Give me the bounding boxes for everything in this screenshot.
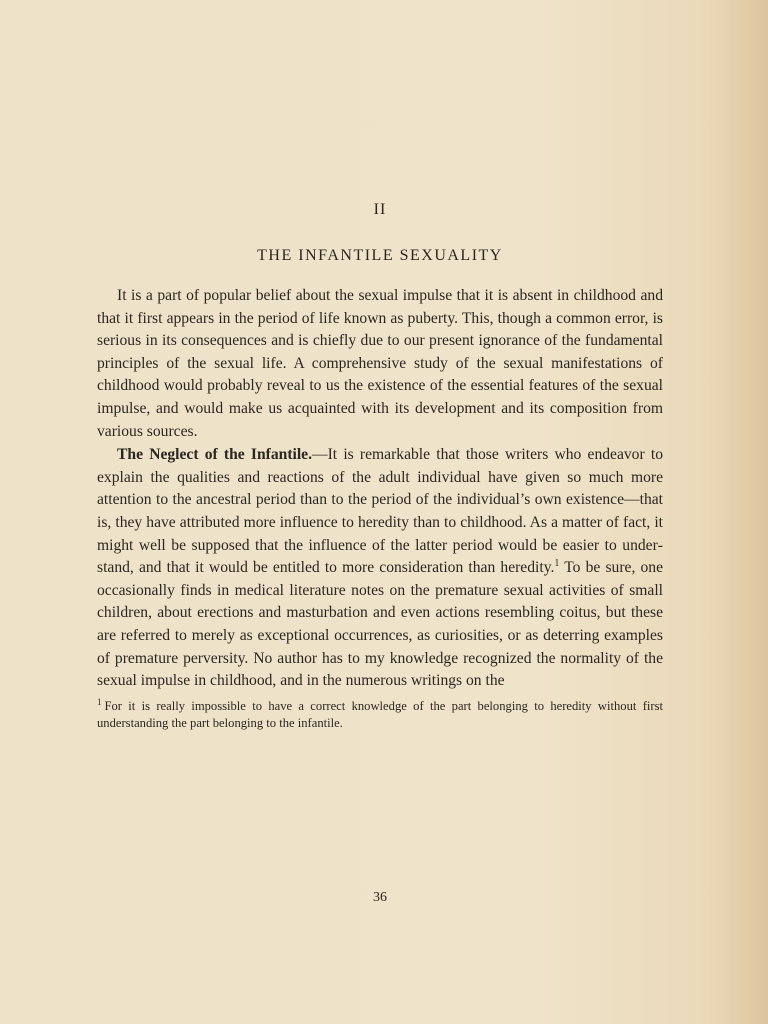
paragraph-intro: It is a part of popular belief about the sexual impulse that it is absent in childhood and that it first appears in the period of life known as puberty. This, though a common error, is serious in its consequences and is chiefly due to our present ignorance of the fundamental principles of the sexual life. A comprehensive study of the sexual manifestations of childhood would probably reveal to us the existence of the essential features of the sexual impulse, and would make us acquainted with its development and its composition from various sources. — [97, 287, 663, 440]
section-run-in-heading: The Neglect of the Infantile. — [117, 446, 313, 464]
footnote-reference[interactable]: 1 — [554, 557, 560, 569]
paragraph-text: —It is remarkable that those writers who endeavor to explain the qualities and reactions of the adult individual have given so much more attention to the ancestral period than to the period of the individual’s own existence—that is, they have attributed more influence to heredity than to childhood. As a matter of fact, it might well be supposed that the influence of the latter period would be easier to understand, and that it would be entitled to more consideration than heredity. — [97, 446, 663, 577]
chapter-number: II — [373, 201, 387, 218]
page-number: 36 — [373, 890, 387, 905]
footnote — [97, 698, 663, 732]
book-page — [97, 198, 664, 905]
body-text — [97, 285, 663, 693]
paragraph-neglect-of-infantile — [97, 444, 663, 693]
footnote-mark: 1 — [97, 696, 102, 707]
chapter-title: THE INFANTILE SEXUALITY — [257, 247, 503, 264]
paragraph-text: To be sure, one occasionally finds in medical literature notes on the premature sexual activities of small children, about erections and masturbation and even actions resembling coitus, but these are referred to merely as exceptional occurrences, as curiosities, or as deterring examples of premature perversity. No author has to my knowledge recognized the normality of the sexual impulse in childhood, and in the numerous writings on the — [97, 559, 664, 690]
footnote-text: For it is really impossible to have a correct knowledge of the part belonging to heredity without first understanding the part belonging to the infantile. — [97, 698, 663, 730]
